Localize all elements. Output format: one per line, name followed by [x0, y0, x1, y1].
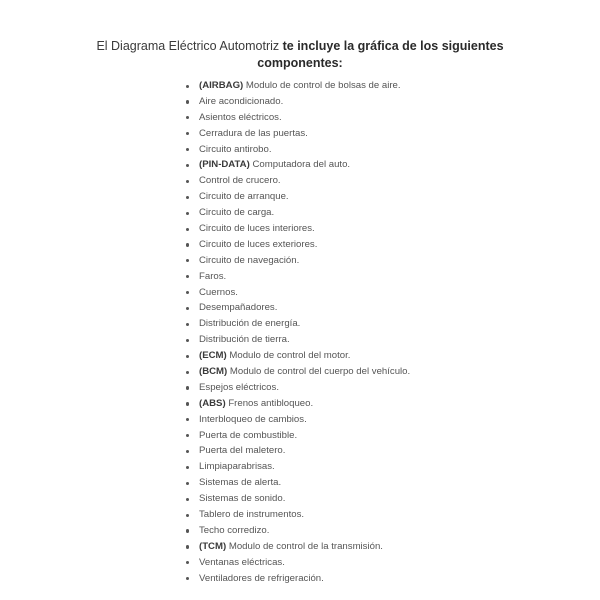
components-list [184, 78, 410, 587]
list-item [184, 539, 410, 555]
list-item [184, 332, 410, 348]
list-item [184, 173, 410, 189]
list-item [184, 285, 410, 301]
bullet-icon [186, 180, 189, 183]
bullet-icon [186, 339, 189, 342]
component-label: Circuito de luces exteriores. [199, 238, 318, 250]
component-label: Distribución de energía. [199, 318, 301, 330]
component-label: Espejos eléctricos. [199, 381, 279, 393]
bullet-icon [186, 212, 189, 215]
list-item [184, 253, 410, 269]
list-item [184, 443, 410, 459]
component-code: (BCM) [199, 366, 228, 378]
component-label: Tablero de instrumentos. [199, 509, 305, 521]
component-label: Circuito de luces interiores. [199, 223, 315, 235]
list-item [184, 316, 410, 332]
list-item [184, 428, 410, 444]
list-item [184, 459, 410, 475]
bullet-icon [186, 561, 189, 564]
heading-line-1 [0, 38, 600, 55]
bullet-icon [186, 355, 189, 358]
component-label: Aire acondicionado. [199, 95, 284, 107]
bullet-icon [186, 402, 189, 405]
bullet-icon [186, 243, 189, 246]
list-item [184, 189, 410, 205]
bullet-icon [186, 577, 189, 580]
list-item [184, 269, 410, 285]
list-item [184, 126, 410, 142]
list-item [184, 364, 410, 380]
list-item [184, 300, 410, 316]
component-label: Frenos antibloqueo. [225, 397, 314, 409]
list-item [184, 523, 410, 539]
bullet-icon [186, 259, 189, 262]
component-label: Distribución de tierra. [199, 334, 290, 346]
list-item [184, 380, 410, 396]
list-item [184, 491, 410, 507]
bullet-icon [186, 275, 189, 278]
list-item [184, 205, 410, 221]
component-label: Sistemas de sonido. [199, 493, 286, 505]
bullet-icon [186, 291, 189, 294]
component-label: Ventanas eléctricas. [199, 556, 285, 568]
list-item [184, 78, 410, 94]
component-label: Circuito de carga. [199, 207, 275, 219]
component-code: (ABS) [199, 397, 226, 409]
list-item [184, 555, 410, 571]
list-item [184, 571, 410, 587]
bullet-icon [186, 545, 189, 548]
bullet-icon [186, 514, 189, 517]
bullet-icon [186, 132, 189, 135]
bullet-icon [186, 529, 189, 532]
list-item [184, 157, 410, 173]
bullet-icon [186, 498, 189, 501]
bullet-icon [186, 386, 189, 389]
component-label: Cuernos. [199, 286, 238, 298]
component-code: (TCM) [199, 540, 227, 552]
component-label: Ventiladores de refrigeración. [199, 572, 324, 584]
bullet-icon [186, 164, 189, 167]
component-code: (ECM) [199, 350, 227, 362]
component-label: Modulo de control del cuerpo del vehículo. [227, 366, 411, 378]
list-item [184, 507, 410, 523]
component-label: Control de crucero. [199, 175, 281, 187]
list-item [184, 110, 410, 126]
component-label: Puerta del maletero. [199, 445, 286, 457]
bullet-icon [186, 85, 189, 88]
bullet-icon [186, 466, 189, 469]
bullet-icon [186, 371, 189, 374]
component-label: Circuito antirobo. [199, 143, 272, 155]
component-label: Circuito de arranque. [199, 191, 289, 203]
component-label: Desempañadores. [199, 302, 278, 314]
component-code: (PIN-DATA) [199, 159, 250, 171]
list-item [184, 475, 410, 491]
list-item [184, 142, 410, 158]
bullet-icon [186, 100, 189, 103]
component-label: Modulo de control de bolsas de aire. [243, 80, 401, 91]
heading-line-2: componentes: [257, 56, 343, 70]
list-item [184, 237, 410, 253]
component-label: Cerradura de las puertas. [199, 127, 308, 139]
heading-bold-text: te incluye la gráfica de los siguientes [282, 39, 504, 53]
bullet-icon [186, 116, 189, 119]
component-label: Interbloqueo de cambios. [199, 413, 307, 425]
list-item [184, 396, 410, 412]
component-label: Sistemas de alerta. [199, 477, 282, 489]
list-item [184, 412, 410, 428]
bullet-icon [186, 148, 189, 151]
component-code: (AIRBAG) [199, 80, 244, 91]
component-label: Asientos eléctricos. [199, 111, 282, 123]
component-label: Puerta de combustible. [199, 429, 298, 441]
component-label: Limpiaparabrisas. [199, 461, 275, 473]
bullet-icon [186, 450, 189, 453]
list-item [184, 94, 410, 110]
bullet-icon [186, 434, 189, 437]
list-item [184, 348, 410, 364]
bullet-icon [186, 228, 189, 231]
component-label: Computadora del auto. [249, 159, 351, 171]
bullet-icon [186, 323, 189, 326]
component-label: Techo corredizo. [199, 524, 270, 536]
list-item [184, 221, 410, 237]
bullet-icon [186, 196, 189, 199]
intro-heading [0, 38, 600, 72]
heading-intro-text: El Diagrama Eléctrico Automotriz [96, 39, 283, 53]
bullet-icon [186, 418, 189, 421]
bullet-icon [186, 307, 189, 310]
component-label: Modulo de control de la transmisión. [226, 540, 383, 552]
component-label: Modulo de control del motor. [226, 350, 351, 362]
component-label: Circuito de navegación. [199, 254, 300, 266]
component-label: Faros. [199, 270, 227, 282]
bullet-icon [186, 482, 189, 485]
